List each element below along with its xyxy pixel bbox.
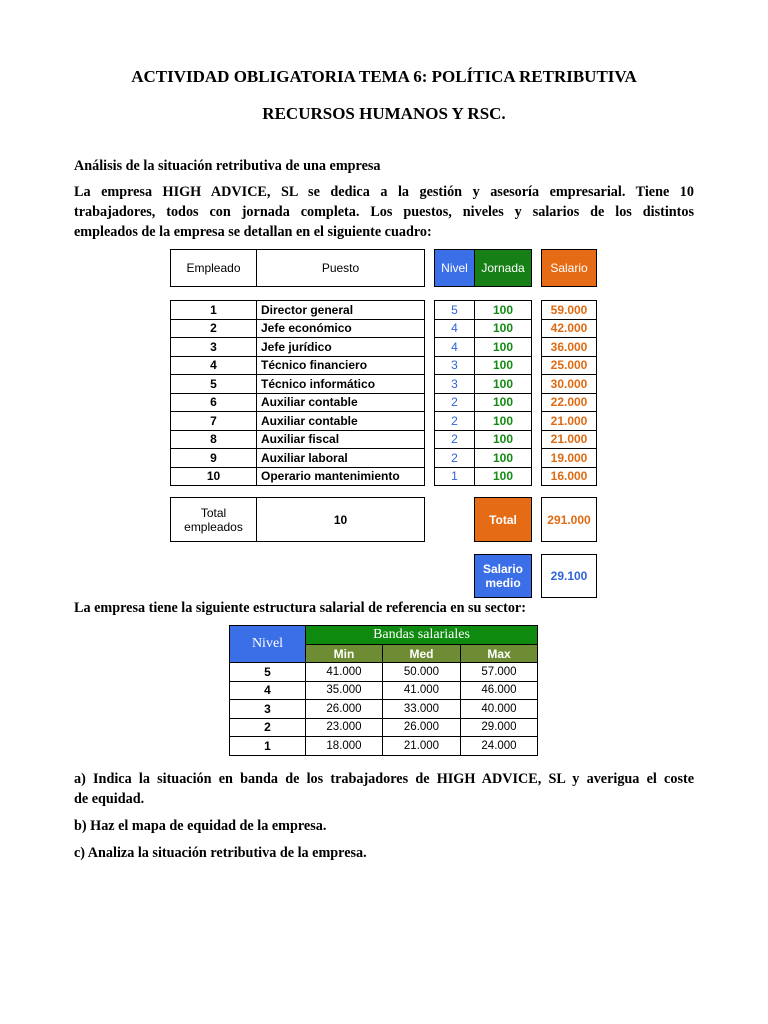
cell-jornada: 100	[474, 337, 532, 357]
cell-jornada: 100	[474, 319, 532, 339]
cell-salario: 36.000	[541, 337, 597, 357]
band-cell-min: 23.000	[305, 718, 383, 738]
header-jornada: Jornada	[474, 249, 532, 287]
cell-nivel: 4	[434, 319, 475, 339]
cell-salario: 30.000	[541, 374, 597, 394]
cell-nivel: 2	[434, 393, 475, 413]
band-cell-med: 50.000	[382, 662, 461, 682]
band-cell-max: 40.000	[460, 699, 538, 719]
band-header-max: Max	[460, 644, 538, 663]
band-cell-nivel: 4	[229, 681, 306, 701]
structure-intro: La empresa tiene la siguiente estructura salarial de referencia en su sector:	[74, 600, 526, 616]
header-puesto: Puesto	[256, 249, 425, 287]
total-salary-value: 291.000	[541, 497, 597, 542]
avg-salary-value: 29.100	[541, 554, 597, 598]
cell-jornada: 100	[474, 467, 532, 487]
cell-puesto: Jefe jurídico	[256, 337, 425, 357]
band-cell-nivel: 3	[229, 699, 306, 719]
cell-puesto: Técnico financiero	[256, 356, 425, 376]
cell-nivel: 2	[434, 430, 475, 450]
cell-empleado: 4	[170, 356, 257, 376]
band-header-group: Bandas salariales	[305, 625, 538, 645]
band-cell-max: 57.000	[460, 662, 538, 682]
cell-empleado: 9	[170, 448, 257, 468]
header-nivel: Nivel	[434, 249, 475, 287]
page-subtitle: RECURSOS HUMANOS Y RSC.	[262, 104, 506, 123]
cell-salario: 25.000	[541, 356, 597, 376]
band-cell-med: 26.000	[382, 718, 461, 738]
cell-nivel: 4	[434, 337, 475, 357]
band-header-med: Med	[382, 644, 461, 663]
band-cell-min: 26.000	[305, 699, 383, 719]
question-b: b) Haz el mapa de equidad de la empresa.	[74, 818, 327, 834]
band-cell-nivel: 1	[229, 736, 306, 756]
cell-jornada: 100	[474, 448, 532, 468]
cell-puesto: Operario mantenimiento	[256, 467, 425, 487]
cell-nivel: 3	[434, 356, 475, 376]
cell-puesto: Auxiliar contable	[256, 411, 425, 431]
cell-nivel: 3	[434, 374, 475, 394]
question-a-line: de equidad.	[74, 791, 145, 807]
cell-salario: 19.000	[541, 448, 597, 468]
page-title: ACTIVIDAD OBLIGATORIA TEMA 6: POLÍTICA RETRIBUTIVA	[131, 67, 637, 86]
intro-paragraph	[74, 182, 694, 242]
band-cell-min: 41.000	[305, 662, 383, 682]
cell-puesto: Director general	[256, 300, 425, 320]
band-cell-max: 29.000	[460, 718, 538, 738]
total-employees-value: 10	[256, 497, 425, 542]
cell-puesto: Técnico informático	[256, 374, 425, 394]
cell-nivel: 2	[434, 411, 475, 431]
cell-salario: 22.000	[541, 393, 597, 413]
cell-puesto: Auxiliar contable	[256, 393, 425, 413]
cell-jornada: 100	[474, 411, 532, 431]
cell-jornada: 100	[474, 300, 532, 320]
cell-empleado: 8	[170, 430, 257, 450]
cell-salario: 21.000	[541, 411, 597, 431]
cell-salario: 59.000	[541, 300, 597, 320]
cell-empleado: 10	[170, 467, 257, 487]
header-salario: Salario	[541, 249, 597, 287]
question-a-line: a) Indica la situación en banda de los trabajadores de HIGH ADVICE, SL y averigua el coste	[74, 771, 694, 787]
band-cell-max: 24.000	[460, 736, 538, 756]
cell-salario: 16.000	[541, 467, 597, 487]
cell-jornada: 100	[474, 430, 532, 450]
cell-empleado: 6	[170, 393, 257, 413]
header-empleado: Empleado	[170, 249, 257, 287]
cell-empleado: 2	[170, 319, 257, 339]
avg-salary-label: Salario medio	[474, 554, 532, 598]
band-cell-med: 41.000	[382, 681, 461, 701]
band-header-nivel: Nivel	[229, 625, 306, 663]
cell-empleado: 7	[170, 411, 257, 431]
intro-line: empleados de la empresa se detallan en el siguiente cuadro:	[74, 224, 432, 240]
cell-jornada: 100	[474, 393, 532, 413]
cell-nivel: 5	[434, 300, 475, 320]
band-cell-med: 33.000	[382, 699, 461, 719]
cell-empleado: 3	[170, 337, 257, 357]
total-employees-label: Total empleados	[170, 497, 257, 542]
cell-salario: 42.000	[541, 319, 597, 339]
cell-empleado: 5	[170, 374, 257, 394]
band-cell-nivel: 5	[229, 662, 306, 682]
band-cell-min: 18.000	[305, 736, 383, 756]
band-cell-min: 35.000	[305, 681, 383, 701]
total-salary-label: Total	[474, 497, 532, 542]
cell-empleado: 1	[170, 300, 257, 320]
cell-nivel: 1	[434, 467, 475, 487]
intro-line: trabajadores, todos con jornada completa. Los puestos, niveles y salarios de los distintos	[74, 204, 694, 220]
question-c: c) Analiza la situación retributiva de la empresa.	[74, 845, 367, 861]
cell-jornada: 100	[474, 356, 532, 376]
band-cell-nivel: 2	[229, 718, 306, 738]
cell-salario: 21.000	[541, 430, 597, 450]
intro-line: La empresa HIGH ADVICE, SL se dedica a la gestión y asesoría empresarial. Tiene 10	[74, 184, 694, 200]
cell-puesto: Auxiliar laboral	[256, 448, 425, 468]
band-cell-med: 21.000	[382, 736, 461, 756]
cell-jornada: 100	[474, 374, 532, 394]
cell-puesto: Jefe económico	[256, 319, 425, 339]
section-heading: Análisis de la situación retributiva de una empresa	[74, 158, 381, 174]
cell-nivel: 2	[434, 448, 475, 468]
band-header-min: Min	[305, 644, 383, 663]
cell-puesto: Auxiliar fiscal	[256, 430, 425, 450]
band-cell-max: 46.000	[460, 681, 538, 701]
question-a	[74, 769, 694, 809]
